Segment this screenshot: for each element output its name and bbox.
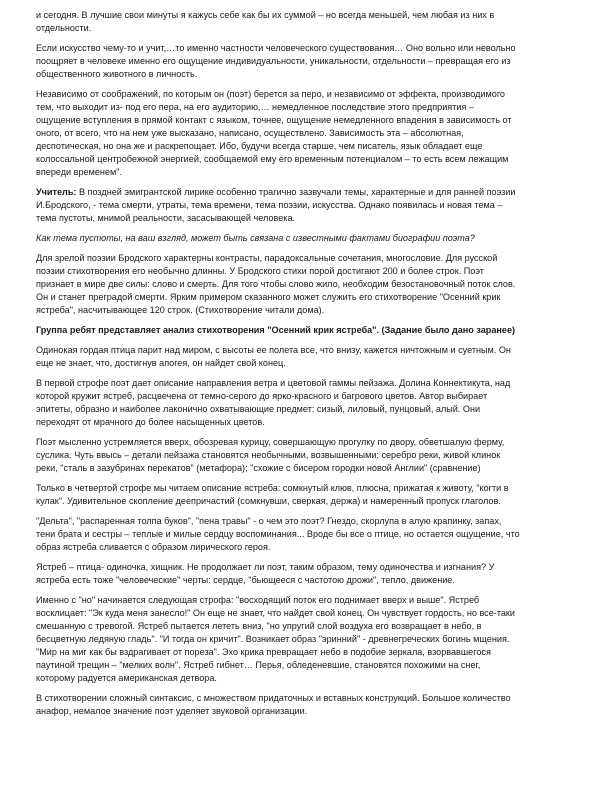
text-line: Поэт мысленно устремляется вверх, обозревая курицу, совершающую прогулку по двору, обветшалую ферму, [36, 437, 505, 447]
text-line: В первой строфе поэт дает описание направления ветра и цветовой гаммы пейзажа. Долина Коннектикута, над [36, 378, 511, 388]
speaker-label: Учитель: [36, 187, 77, 197]
text-line: ястреба", насчитывающее 120 строк. (Стихотворение читали дома). [36, 305, 325, 315]
text-line: тем, что выходит из- под его пера, на его аудиторию,… немедленное последствие этого предприятия – [36, 102, 474, 112]
text-line: Он и станет преградой смерти. Ярким примером сказанного может служить его стихотворение "Осенний крик [36, 292, 501, 302]
text-line: бесцветную ледяную гладь". "И тогда он кричит". Возникает образ "эринний" - древнегреческих богинь мщения. [36, 634, 510, 644]
line-text: В поздней эмигрантской лирике особенно трагично зазвучали темы, характерные и для ранней поэзии [76, 187, 516, 197]
paragraph [36, 9, 581, 35]
text-line: ощущение вступления в прямой контакт с языком, точнее, ощущение немедленного впадения в зависимость от [36, 115, 512, 125]
paragraph [36, 515, 581, 554]
paragraph [36, 377, 581, 429]
text-line [36, 186, 581, 199]
text-line: ястреба есть тоже "человеческие" черты: сердце, "бьющееся с частотою дрожи", тепло, движение. [36, 575, 455, 585]
text-line: Ястреб – птица- одиночка, хищник. Не продолжает ли поэт, таким образом, тему одиночества и изгнания? У [36, 562, 495, 572]
text-line: колоссальной центробежной энергией, сообщаемой ему его временным потенциалом – то есть всем лежащим [36, 154, 509, 164]
text-line: суслика. Чуть ввысь – детали пейзажа становятся необычными, возвышенными: серебро реки, живой клинок [36, 450, 501, 460]
text-line: Независимо от соображений, по которым он (поэт) берется за перо, и независимо от эффекта, производимого [36, 89, 505, 99]
text-line: В стихотворении сложный синтаксис, с множеством придаточных и вставных конструкций. Большое количество [36, 693, 511, 703]
text-line: анафор, немалое значение поэт уделяет звуковой организации. [36, 706, 308, 716]
paragraph [36, 561, 581, 587]
paragraph [36, 344, 581, 370]
text-line: общественного животного в личность. [36, 69, 198, 79]
question-paragraph [36, 232, 581, 245]
paragraph [36, 692, 581, 718]
text-line: которой кружит ястреб, расцвечена от темно-серого до ярко-красного и багрового цветов. Автор выбирает [36, 391, 488, 401]
text-line: кулак". Удивительное скопление деепричастий (сомкнувши, сверкая, держа) и намеренный пропуск глаголов. [36, 496, 501, 506]
text-line: Для зрелой поэзии Бродского характерны контрасты, парадоксальные сочетания, многословие. Для русской [36, 253, 498, 263]
text-line: Только в четвертой строфе мы читаем описание ястреба: сомкнутый клюв, плюсна, прижатая к животу, "когти в [36, 483, 509, 493]
paragraph [36, 436, 581, 475]
text-line: оного, от всего, что на нем уже высказано, написано, осуществлено. Зависимость эта – абсолютная, [36, 128, 464, 138]
text-line: отдельности. [36, 23, 92, 33]
text-line: образ ястреба сливается с образом лирического героя. [36, 542, 271, 552]
section-heading [36, 324, 581, 337]
paragraph [36, 482, 581, 508]
text-line: Именно с "но" начинается следующая строфа: "восходящий поток его поднимает вверх и выше". Ястреб [36, 595, 480, 605]
text-line: эпитеты, образно и наиболее лаконично охватывающие предмет: сизый, лиловый, пунцовый, алый. Они [36, 404, 481, 414]
text-line: и сегодня. В лучшие свои минуты я кажусь себе как бы их суммой – но всегда меньшей, чем любая из них в [36, 10, 495, 20]
text-line: тени брата и сестры – теплые и милые сердцу воспоминания... Вроде бы все о птице, но остается ощущение, что [36, 529, 520, 539]
text-line: восклицает: "Эк куда меня занесло!" Он еще не знает, что найдет свой конец. Он чувствует гордость, но все-таки [36, 608, 515, 618]
text-line: Если искусство чему-то и учит,…то именно частности человеческого существования… Оно вольно или невольно [36, 43, 516, 53]
document-page [36, 9, 581, 725]
text-line: переходят от мрачного до более насыщенных цветов. [36, 417, 265, 427]
text-line: "Дельта", "распаренная толпа буков", "пена травы" - о чем это поэт? Гнездо, скорлупа в алую крапинку, запах, [36, 516, 502, 526]
text-line: паутиной трещин – "мелких волн". Ястреб гибнет… Перья, обледеневшие, становятся похожими на снег, [36, 660, 481, 670]
text-line: Одинокая гордая птица парит над миром, с высоты ее полета все, что внизу, кажется ничтожным и суетным. Он [36, 345, 511, 355]
text-line: смешанную с тревогой. Ястреб пытается лететь вниз, "но упругий слой воздуха его возвращает в небо, в [36, 621, 482, 631]
paragraph [36, 88, 581, 179]
teacher-paragraph [36, 186, 581, 225]
text-line: еще не знает, что, достигнув апогея, он найдет свой конец. [36, 358, 286, 368]
text-line: поощряет в человеке именно его ощущение индивидуальности, уникальности, отдельности – превращая его из [36, 56, 511, 66]
text-line: И.Бродского, - тема смерти, утраты, тема времени, тема поэзии, искусства. Однако появилась и новая тема – [36, 200, 503, 210]
text-line: признает в мире две силы: слово и смерть. Для того чтобы слово жило, необходим безостановочный поток слов. [36, 279, 516, 289]
text-line: реки, "сталь в зазубринах перекатов" (метафора); "схожие с бисером городки новой Англии" (сравнение) [36, 463, 481, 473]
text-line: тема пустоты, мнимой реальности, засасывающей человека. [36, 213, 296, 223]
paragraph [36, 252, 581, 317]
text-line: поэзии стихотворения его необычно длинны. У Бродского стихи порой достигают 200 и более строк. Поэт [36, 266, 484, 276]
text-line: деспотическая, но она же и раскрепощает. Ибо, будучи всегда старше, чем писатель, язык обладает еще [36, 141, 483, 151]
paragraph [36, 42, 581, 81]
text-line: Как тема пустоты, на ваш взгляд, может быть связана с известными фактами биографии поэта? [36, 233, 475, 243]
text-line: которому радуется американская детвора. [36, 673, 217, 683]
text-line: "Мир на миг как бы вздрагивает от пореза". Эхо крика превращает небо в подобие зеркала, взорвавшегося [36, 647, 491, 657]
paragraph [36, 594, 581, 685]
text-line: Группа ребят представляет анализ стихотворения "Осенний крик ястреба". (Задание было дано заранее) [36, 325, 516, 335]
text-line: впереди временем". [36, 167, 122, 177]
